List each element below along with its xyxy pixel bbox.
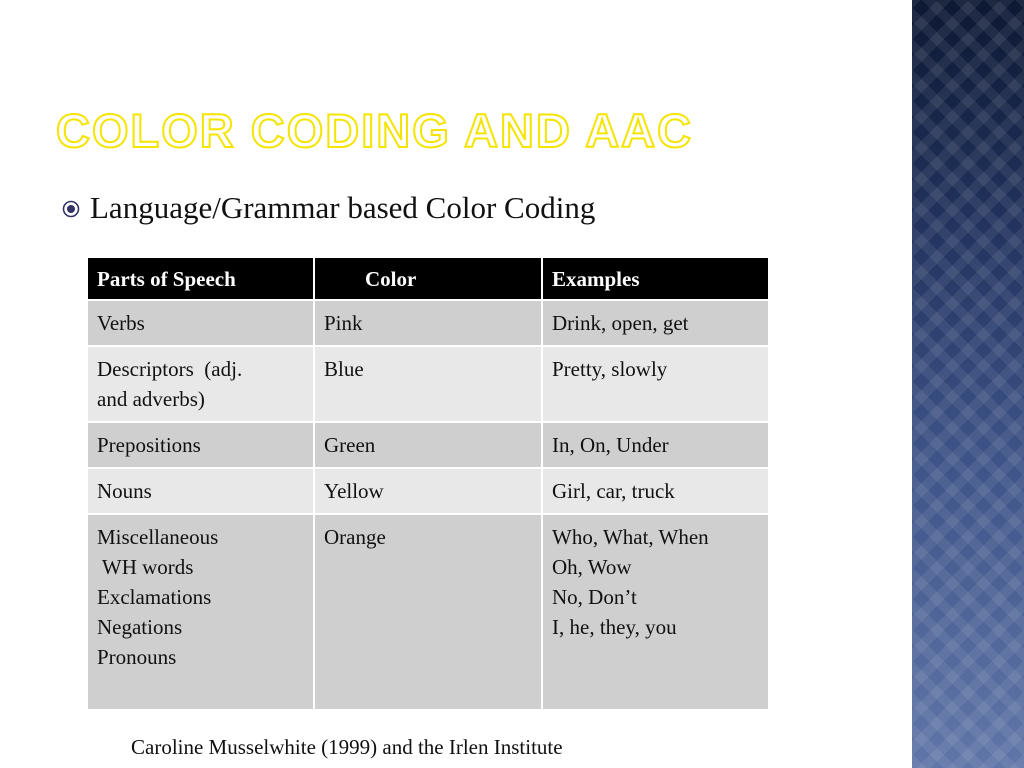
cell-line: Pronouns [97, 645, 177, 669]
examples-cell [542, 346, 769, 422]
cell-line: Oh, Wow [552, 555, 632, 579]
bullet-point [62, 190, 595, 226]
cell-line: Pretty, slowly [552, 357, 668, 381]
table-row [87, 468, 769, 514]
part-of-speech-cell [87, 468, 314, 514]
table-row [87, 514, 769, 710]
part-of-speech-cell [87, 346, 314, 422]
color-cell: Yellow [314, 468, 542, 514]
cell-line: WH words [97, 555, 194, 579]
cell-line: No, Don’t [552, 585, 637, 609]
cell-line: Negations [97, 615, 183, 639]
color-cell: Orange [314, 514, 542, 710]
cell-line: Who, What, When [552, 525, 709, 549]
cell-line: Descriptors (adj. [97, 357, 243, 381]
cell-line: and adverbs) [97, 387, 205, 411]
color-cell: Pink [314, 300, 542, 346]
cell-line: Girl, car, truck [552, 479, 675, 503]
part-of-speech-cell [87, 300, 314, 346]
cell-line: Drink, open, get [552, 311, 689, 335]
table-row [87, 422, 769, 468]
cell-line: Exclamations [97, 585, 212, 609]
cell-line: Nouns [97, 479, 152, 503]
header-parts-of-speech: Parts of Speech [87, 257, 314, 300]
cell-line: Miscellaneous [97, 525, 219, 549]
target-bullet-icon [62, 200, 80, 218]
part-of-speech-cell [87, 422, 314, 468]
cell-line: Verbs [97, 311, 145, 335]
color-coding-table [86, 256, 770, 711]
table-row [87, 346, 769, 422]
bullet-text: Language/Grammar based Color Coding [90, 190, 596, 225]
examples-cell [542, 300, 769, 346]
cell-line: I, he, they, you [552, 615, 677, 639]
cell-line: In, On, Under [552, 433, 669, 457]
slide-title: COLOR CODING AND AAC [56, 104, 694, 157]
table-header-row [87, 257, 769, 300]
examples-cell [542, 422, 769, 468]
examples-cell [542, 514, 769, 710]
table-row [87, 300, 769, 346]
decorative-side-band [912, 0, 1024, 768]
part-of-speech-cell [87, 514, 314, 710]
header-color: Color [314, 257, 542, 300]
examples-cell [542, 468, 769, 514]
header-examples: Examples [542, 257, 769, 300]
cell-line: Prepositions [97, 433, 201, 457]
color-cell: Blue [314, 346, 542, 422]
color-cell: Green [314, 422, 542, 468]
citation-text: Caroline Musselwhite (1999) and the Irlen Institute [131, 735, 563, 759]
